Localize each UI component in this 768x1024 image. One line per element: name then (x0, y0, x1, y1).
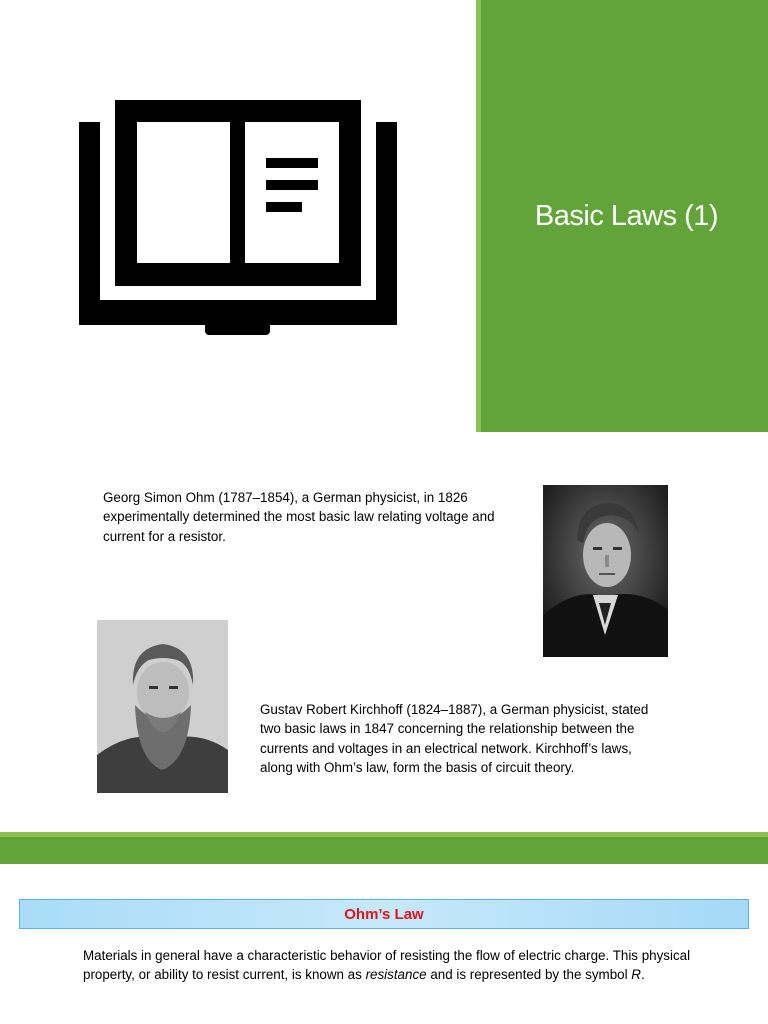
title-panel (476, 0, 768, 432)
body-text-start: Materials in general have a characteristic behavior of resisting the flow of electric charge. This physical property, or ability to resist current, is known as (83, 948, 691, 983)
resistance-paragraph (83, 946, 703, 985)
section-title: Ohm’s Law (344, 905, 424, 923)
divider-green-band (0, 837, 768, 864)
body-symbol-r: R (631, 967, 641, 983)
body-text-middle: and is represented by the symbol (426, 967, 632, 983)
ohm-portrait (543, 485, 668, 657)
book-icon (0, 0, 476, 432)
page-title: Basic Laws (1) (534, 199, 719, 232)
kirchhoff-portrait (97, 620, 228, 793)
ohm-bio-text: Georg Simon Ohm (1787–1854), a German physicist, in 1826 experimentally determined the most basic law relating voltage and current for a resistor. (103, 490, 495, 544)
section-header (19, 899, 749, 929)
body-text-end: . (640, 967, 645, 983)
body-term-resistance: resistance (365, 967, 427, 983)
kirchhoff-bio-text: Gustav Robert Kirchhoff (1824–1887), a German physicist, stated two basic laws in 1847 concerning the relationship between the currents and voltages in an electrical network. Kirchhoff’s laws, along with Ohm’s law, form the basis of circuit theory. (260, 702, 649, 776)
